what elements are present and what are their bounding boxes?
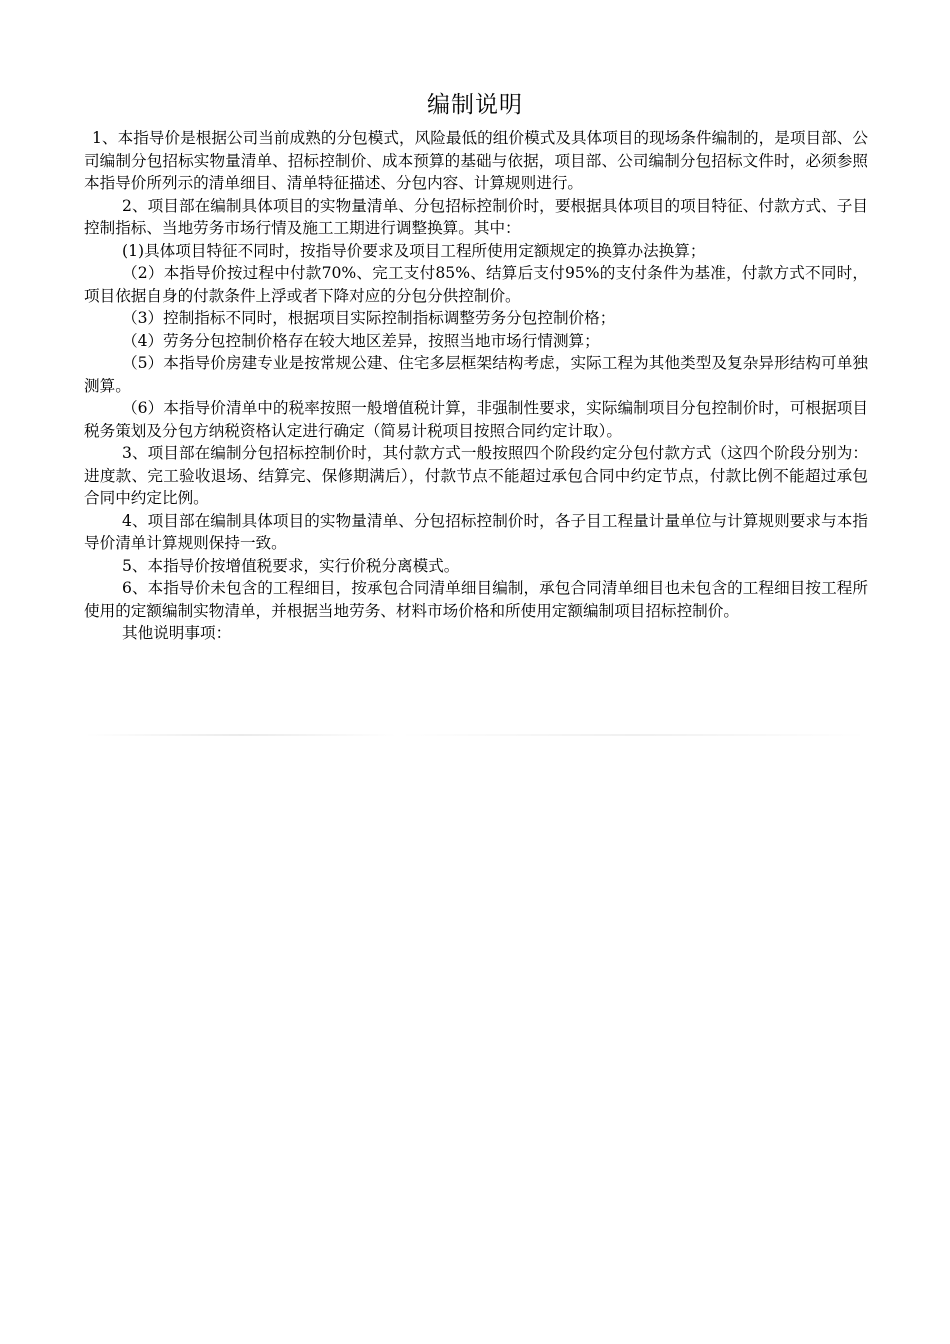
paragraph-1: 1、本指导价是根据公司当前成熟的分包模式，风险最低的组价模式及具体项目的现场条件编制的，是项目部、公司编制分包招标实物量清单、招标控制价、成本预算的基础与依据，项目部、公司编制分包招标文件时，必须参照本指导价所列示的清单细目、清单特征描述、分包内容、计算规则进行。	[84, 129, 868, 192]
paragraph-4: 4、项目部在编制具体项目的实物量清单、分包招标控制价时，各子目工程量计量单位与计算规则要求与本指导价清单计算规则保持一致。	[84, 511, 868, 552]
document-body	[84, 127, 868, 645]
paragraph-6: 6、本指导价未包含的工程细目，按承包合同清单细目编制，承包合同清单细目也未包含的工程细目按工程所使用的定额编制实物清单，并根据当地劳务、材料市场价格和所使用定额编制项目招标控制价。	[84, 579, 868, 620]
paragraph-2-item-5: （5）本指导价房建专业是按常规公建、住宅多层框架结构考虑，实际工程为其他类型及复杂异形结构可单独测算。	[84, 354, 868, 395]
other-notes-heading: 其他说明事项：	[122, 624, 232, 642]
cropped-text-edge	[84, 734, 868, 736]
paragraph-2-item-4: （4）劳务分包控制价格存在较大地区差异，按照当地市场行情测算；	[122, 331, 600, 350]
paragraph-2-item-3: （3）控制指标不同时，根据项目实际控制指标调整劳务分包控制价格；	[122, 309, 616, 327]
paragraph-5: 5、本指导价按增值税要求，实行价税分离模式。	[122, 556, 460, 575]
paragraph-2-item-2: （2）本指导价按过程中付款70%、完工支付85%、结算后支付95%的支付条件为基准，付款方式不同时，项目依据自身的付款条件上浮或者下降对应的分包分供控制价。	[84, 264, 868, 305]
document-title: 编制说明	[427, 92, 523, 118]
paragraph-2-item-1: (1)具体项目特征不同时，按指导价要求及项目工程所使用定额规定的换算办法换算；	[122, 241, 706, 260]
paragraph-2: 2、项目部在编制具体项目的实物量清单、分包招标控制价时，要根据具体项目的项目特征、付款方式、子目控制指标、当地劳务市场行情及施工工期进行调整换算。其中：	[84, 196, 868, 237]
paragraph-3: 3、项目部在编制分包招标控制价时，其付款方式一般按照四个阶段约定分包付款方式（这四个阶段分别为：进度款、完工验收退场、结算完、保修期满后），付款节点不能超过承包合同中约定节点，付款比例不能超过承包合同中约定比例。	[84, 444, 868, 507]
paragraph-2-item-6: （6）本指导价清单中的税率按照一般增值税计算，非强制性要求，实际编制项目分包控制价时，可根据项目税务策划及分包方纳税资格认定进行确定（简易计税项目按照合同约定计取）。	[84, 399, 868, 440]
